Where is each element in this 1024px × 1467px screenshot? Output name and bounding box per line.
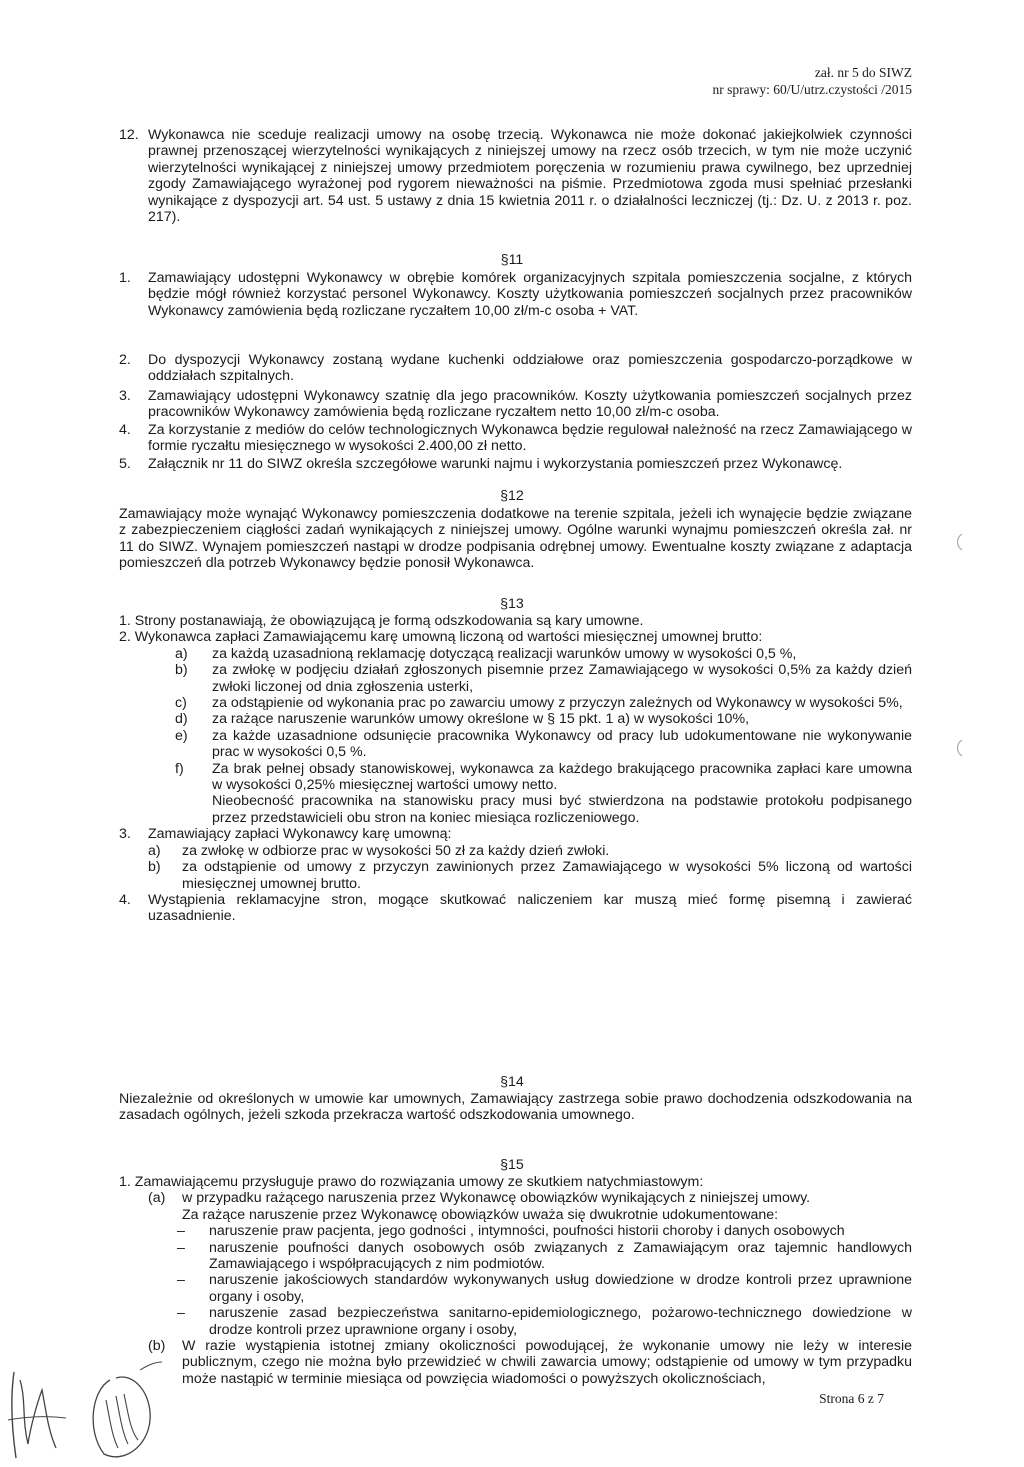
- absence-note: Nieobecność pracownika na stanowisku pracy musi być stwierdzona na podstawie protokołu podpisanego przez przedstawicieli obu stron na koniec miesiąca rozliczeniowego.: [212, 793, 912, 826]
- paragraph-12: [119, 127, 912, 225]
- list-item: [175, 662, 912, 695]
- item-letter: b): [148, 859, 161, 876]
- margin-mark: [952, 738, 966, 758]
- item-text: Za korzystanie z mediów do celów technologicznych Wykonawca będzie regulował należność na rzecz Zamawiającego w formie ryczałtu miesięcznego w wysokości 2.400,00 zł netto.: [148, 422, 912, 455]
- item-number: 2.: [119, 352, 131, 368]
- section-12-text: Zamawiający może wynająć Wykonawcy pomieszczenia dodatkowe na terenie szpitala, jeżeli ich wynajęcie będzie związane z zabezpieczeniem ciągłości zadań wynikających z niniejszej umowy. Ogólne warunki wynajmu pomieszczeń określa zał. nr 11 do SIWZ. Wynajem pomieszczeń nastąpi w drodze podpisania odrębnej umowy. Ewentualne koszty związane z adaptacja pomieszczeń dla potrzeb Wykonawcy będzie ponosił Wykonawca.: [119, 506, 912, 572]
- item-text: naruszenie jakościowych standardów wykonywanych usług dowiedzione w drodze kontroli przez uprawnione organy i osoby,: [209, 1272, 912, 1305]
- section-11-list: [119, 270, 912, 472]
- paragraph-text: Wykonawca nie sceduje realizacji umowy na osobę trzecią. Wykonawca nie może dokonać jakiejkolwiek czynności prawnej przenoszącej wierzytelności wynikających z niniejszej umowy na rzecz osób trzecich, w tym nie może uczynić wierzytelności wynikającej z niniejszej umowy przedmiotem poręczenia w rozumieniu prawa cywilnego, bez uprzedniej zgody Zamawiającego wyrażonej pod rygorem nieważności na piśmie. Przedmiotowa zgoda musi spełniać przesłanki wynikające z dyspozycji art. 54 ust. 5 ustawy z dnia 15 kwietnia 2011 r. o działalności leczniczej (tj.: Dz. U. z 2013 r. poz. 217).: [148, 127, 912, 226]
- termination-b: [148, 1338, 912, 1387]
- item-text: W razie wystąpienia istotnej zmiany okoliczności powodującej, że wykonanie umowy nie leży w interesie publicznym, czego nie można było przewidzieć w chwili zawarcia umowy; odstąpienie od umowy w tym przypadku może nastąpić w terminie miesiąca od powzięcia wiadomości o powyższych okolicznościach,: [182, 1338, 912, 1387]
- list-item: [119, 270, 912, 352]
- item-text: za każdą uzasadnioną reklamację dotyczącą realizacji warunków umowy w wysokości 0,5 %,: [212, 645, 797, 662]
- item-text: Załącznik nr 11 do SIWZ określa szczegółowe warunki najmu i wykorzystania pomieszczeń przez Wykonawcę.: [148, 456, 843, 472]
- section-14-title: §14: [500, 1074, 524, 1090]
- item-letter: a): [148, 842, 161, 859]
- item-text: Do dyspozycji Wykonawcy zostaną wydane kuchenki oddziałowe oraz pomieszczenia gospodarczo-porządkowe w oddziałach szpitalnych.: [148, 352, 912, 385]
- item-letter: d): [175, 711, 188, 728]
- section-13-point-1: 1. Strony postanawiają, że obowiązującą je formą odszkodowania są kary umowne.: [119, 613, 644, 629]
- section-15-point-1: 1. Zamawiającemu przysługuje prawo do rozwiązania umowy ze skutkiem natychmiastowym:: [119, 1174, 704, 1190]
- list-item: [177, 1272, 912, 1305]
- item-text: Wystąpienia reklamacyjne stron, mogące skutkować naliczeniem kar muszą mieć formę pisemną i zawierać uzasadnienie.: [148, 891, 912, 925]
- item-letter: e): [175, 727, 188, 744]
- section-13-title: §13: [500, 596, 524, 612]
- section-13-point-4: [119, 892, 912, 925]
- section-13-point-2: 2. Wykonawca zapłaci Zamawiającemu karę umowną liczoną od wartości miesięcznej umownej brutto:: [119, 629, 763, 646]
- list-item: [119, 388, 912, 422]
- paragraph-number: 12.: [119, 127, 139, 143]
- dash-bullet: –: [177, 1272, 185, 1289]
- item-text: w przypadku rażącego naruszenia przez Wykonawcę obowiązków wynikających z niniejszej umowy.: [182, 1190, 811, 1207]
- list-item: [148, 843, 912, 859]
- item-text: za rażące naruszenie warunków umowy określone w § 15 pkt. 1 a) w wysokości 10%,: [212, 711, 750, 728]
- section-15-body: [119, 1174, 912, 1387]
- item-text: za odstąpienie od umowy z przyczyn zawinionych przez Zamawiającego w wysokości 5% liczoną od wartości miesięcznej umownej brutto.: [182, 859, 912, 892]
- section-15-title: §15: [500, 1157, 524, 1173]
- list-item: [177, 1240, 912, 1273]
- item-text: naruszenie praw pacjenta, jego godności , intymności, poufności historii choroby i danych osobowych: [209, 1223, 845, 1240]
- item-text: Zamawiający udostępni Wykonawcy w obrębie komórek organizacyjnych szpitala pomieszczenia socjalne, z których będzie mógł również korzystać personel Wykonawcy. Koszty użytkowania pomieszczeń socjalnych przez pracowników Wykonawcy zamówienia będą rozliczane ryczałtem 10,00 zł/m-c osoba + VAT.: [148, 270, 912, 319]
- employer-penalty-list: [148, 843, 912, 892]
- handwritten-initials: [0, 1360, 200, 1467]
- section-12-title: §12: [500, 488, 524, 504]
- list-item: [119, 352, 912, 388]
- item-number: 4.: [119, 891, 131, 908]
- list-item: [175, 761, 912, 794]
- item-text: za zwłokę w podjęciu działań zgłoszonych pisemnie przez Zamawiającego w wysokości 0,5% za każdy dzień zwłoki liczonej od dnia zgłoszenia usterki,: [212, 662, 912, 695]
- item-number: 1.: [119, 270, 131, 286]
- page-number: Strona 6 z 7: [819, 1391, 884, 1406]
- termination-a: [148, 1190, 912, 1206]
- dash-bullet: –: [177, 1305, 185, 1322]
- item-text: Za brak pełnej obsady stanowiskowej, wykonawca za każdego brakującego pracownika zapłaci kare umowna w wysokości 0,25% miesięcznej wartości umowy netto.: [212, 760, 912, 794]
- list-item: [175, 695, 912, 711]
- item-letter: a): [175, 645, 188, 662]
- item-text: Zamawiający udostępni Wykonawcy szatnię dla jego pracowników. Koszty użytkowania pomieszczeń socjalnych przez pracowników Wykonawcy zamówienia będą rozliczane ryczałtem netto 10,00 zł/m-c osoba.: [148, 388, 912, 421]
- dash-bullet: –: [177, 1239, 185, 1256]
- item-text: za każde uzasadnione odsunięcie pracownika Wykonawcy od pracy lub udokumentowane nie wykonywanie prac w wysokości 0,5 %.: [212, 727, 912, 761]
- item-text: za zwłokę w odbiorze prac w wysokości 50 zł za każdy dzień zwłoki.: [182, 842, 610, 859]
- item-letter: (b): [148, 1338, 166, 1355]
- item-number: 3.: [119, 388, 131, 404]
- list-item: [177, 1223, 912, 1239]
- section-13-body: [119, 613, 912, 925]
- list-item: [119, 422, 912, 456]
- attachment-label: zał. nr 5 do SIWZ: [814, 65, 912, 80]
- section-14-text: Niezależnie od określonych w umowie kar umownych, Zamawiający zastrzega sobie prawo dochodzenia odszkodowania na zasadach ogólnych, jeżeli szkoda przekracza wartość odszkodowania umownego.: [119, 1091, 912, 1124]
- item-letter: (a): [148, 1190, 166, 1207]
- list-item: [175, 711, 912, 727]
- margin-mark: [952, 532, 966, 552]
- list-item: [119, 456, 912, 472]
- item-number: 5.: [119, 456, 131, 472]
- item-letter: b): [175, 662, 188, 679]
- item-text: naruszenie zasad bezpieczeństwa sanitarno-epidemiologicznego, pożarowo-technicznego dowiedzione w drodze kontroli przez uprawnione organy i osoby,: [209, 1305, 912, 1338]
- list-item: [177, 1305, 912, 1338]
- document-header: [713, 64, 912, 98]
- list-item: [148, 859, 912, 892]
- item-text: Zamawiający zapłaci Wykonawcy karę umowną:: [148, 826, 452, 843]
- violation-list: [177, 1223, 912, 1338]
- item-letter: f): [175, 760, 184, 777]
- list-item: [175, 646, 912, 662]
- dash-bullet: –: [177, 1223, 185, 1240]
- item-number: 3.: [119, 826, 131, 843]
- section-13-point-3: [119, 826, 912, 842]
- item-text: naruszenie poufności danych osobowych osób związanych z Zamawiającym oraz tajemnic handlowych Zamawiającego i współpracujących z nim podmiotów.: [209, 1239, 912, 1273]
- list-item: [175, 728, 912, 761]
- item-number: 4.: [119, 422, 131, 438]
- item-text: za odstąpienie od wykonania prac po zawarciu umowy z przyczyn zależnych od Wykonawcy w wysokości 5%,: [212, 695, 903, 712]
- violation-definition: Za rażące naruszenie przez Wykonawcę obowiązków uważa się dwukrotnie udokumentowane:: [182, 1206, 779, 1223]
- item-letter: c): [175, 695, 187, 712]
- penalty-list: [175, 646, 912, 826]
- section-11-title: §11: [500, 252, 524, 268]
- case-number: nr sprawy: 60/U/utrz.czystości /2015: [712, 82, 912, 97]
